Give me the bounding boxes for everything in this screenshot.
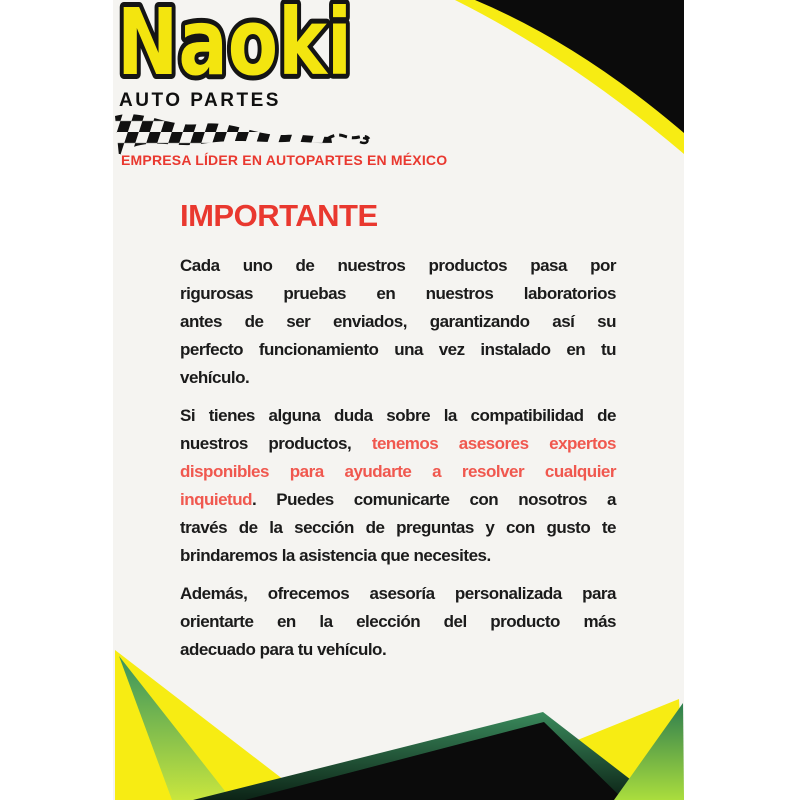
text-line [180, 486, 616, 514]
text-line [180, 402, 616, 430]
brand-logo-text: Naoki [117, 0, 352, 96]
poster [113, 0, 684, 800]
text-segment: antes de ser enviados, garantizando así su [180, 312, 616, 331]
paragraph [180, 252, 616, 392]
text-segment: . Puedes comunicarte con nosotros a [251, 490, 616, 509]
text-line [180, 514, 616, 542]
checkered-flag-icon [113, 110, 375, 158]
text-segment: rigurosas pruebas en nuestros laboratorios [180, 284, 616, 303]
text-line [180, 336, 616, 364]
highlighted-text: disponibles para ayudarte a resolver cualquier [180, 462, 616, 481]
text-segment: través de la sección de preguntas y con gusto te [180, 518, 616, 537]
body-text [180, 252, 616, 674]
highlighted-text: inquietud [180, 490, 252, 509]
text-segment: adecuado para tu vehículo. [180, 640, 387, 659]
text-line [180, 608, 616, 636]
importante-heading: IMPORTANTE [180, 198, 378, 233]
text-segment: perfecto funcionamiento una vez instalado en tu [180, 340, 616, 359]
text-segment: brindaremos la asistencia que necesites. [180, 546, 491, 565]
text-line [180, 458, 616, 486]
text-line [180, 252, 616, 280]
text-line [180, 430, 616, 458]
text-line [180, 364, 616, 392]
brand-tagline: EMPRESA LÍDER EN AUTOPARTES EN MÉXICO [121, 152, 448, 168]
bottom-triangles-decoration [113, 640, 684, 800]
flag-tail [327, 135, 369, 139]
text-segment: Si tienes alguna duda sobre la compatibilidad de [180, 406, 616, 425]
text-line [180, 280, 616, 308]
text-segment: vehículo. [180, 368, 250, 387]
text-line [180, 308, 616, 336]
paragraph [180, 402, 616, 570]
text-segment: Cada uno de nuestros productos pasa por [180, 256, 616, 275]
text-line [180, 580, 616, 608]
flag-body [115, 114, 332, 156]
text-segment: Además, ofrecemos asesoría personalizada para [180, 584, 616, 603]
text-segment: nuestros productos, [180, 434, 372, 453]
highlighted-text: tenemos asesores expertos [371, 434, 616, 453]
text-line [180, 542, 616, 570]
brand-subtitle: AUTO PARTES [119, 90, 281, 111]
text-segment: orientarte en la elección del producto más [180, 612, 616, 631]
brand-logo [113, 0, 371, 96]
flag-tail-curl [360, 138, 368, 143]
